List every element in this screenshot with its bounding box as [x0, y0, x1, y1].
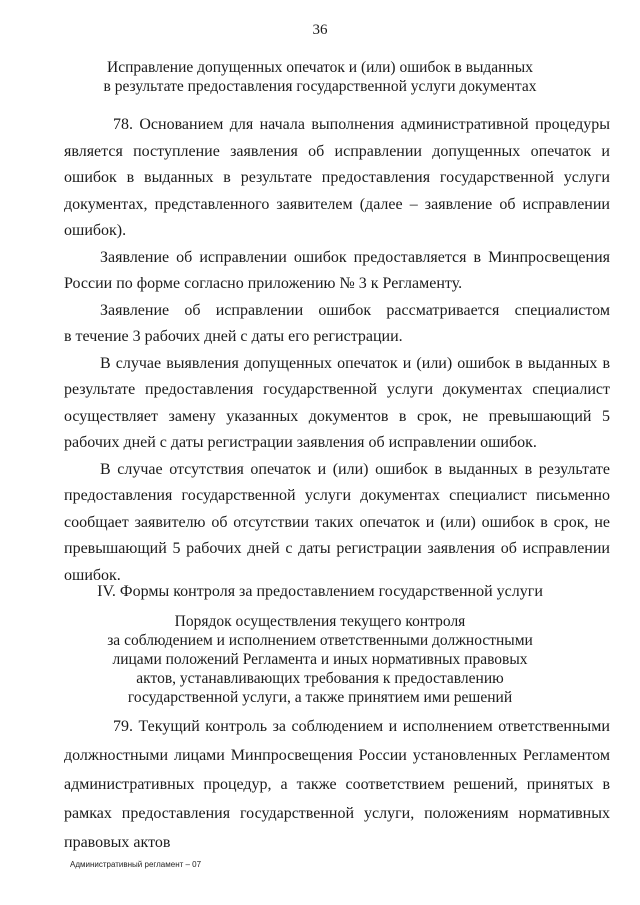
paragraph-review-line-2: в течение 3 рабочих дней с даты его регистрации. — [64, 328, 403, 345]
paragraph-79: 79. Текущий контроль за соблюдением и исполнением ответственными должностными лицами Минпросвещения России установленных Регламентом административных процедур, а также соответствием решений, принятых в рамках предоставления государственной услуги, положениям нормативных правовых актов — [64, 718, 610, 851]
paragraph-errors-found: В случае выявления допущенных опечаток и (или) ошибок в выданных в результате предоставления государственной услуги документах специалист осуществляет замену указанных документов в срок, не превышающий 5 рабочих дней с даты регистрации заявления об исправлении ошибок. — [64, 354, 610, 451]
heading-line: актов, устанавливающих требования к предоставлению — [136, 670, 504, 687]
paragraph-review-line-1: Заявление об исправлении ошибок рассматривается специалистом — [100, 301, 610, 319]
page-number: 36 — [312, 22, 328, 38]
heading-line: лицами положений Регламента и иных нормативных правовых — [112, 651, 528, 668]
paragraph-application-form: Заявление об исправлении ошибок предоставляется в Минпросвещения России по форме согласно приложению № 3 к Регламенту. — [64, 248, 610, 292]
heading-line: за соблюдением и исполнением ответственными должностными — [107, 632, 533, 649]
heading-line: в результате предоставления государственной услуги документах — [103, 78, 537, 95]
body-text-block-2 — [64, 712, 610, 857]
subsection-heading — [60, 612, 580, 707]
heading-line: Порядок осуществления текущего контроля — [174, 613, 466, 630]
section-iv-title: IV. Формы контроля за предоставлением государственной услуги — [97, 583, 543, 600]
body-text-block-1 — [64, 112, 610, 589]
heading-line: Исправление допущенных опечаток и (или) ошибок в выданных — [107, 59, 533, 76]
heading-line: государственной услуги, а также принятием ими решений — [127, 689, 513, 706]
paragraph-errors-absent: В случае отсутствия опечаток и (или) ошибок в выданных в результате предоставления государственной услуги документах специалист письменно сообщает заявителю об отсутствии таких опечаток и (или) ошибок в срок, не превышающий 5 рабочих дней с даты регистрации заявления об исправлении ошибок. — [64, 460, 610, 584]
section-heading — [60, 58, 580, 96]
paragraph-78: 78. Основанием для начала выполнения административной процедуры является поступление заявления об исправлении допущенных опечаток и ошибок в выданных в результате предоставления государственной услуги документах, представленного заявителем (далее – заявление об исправлении ошибок). — [64, 116, 610, 239]
footer-label: Административный регламент – 07 — [70, 860, 202, 869]
